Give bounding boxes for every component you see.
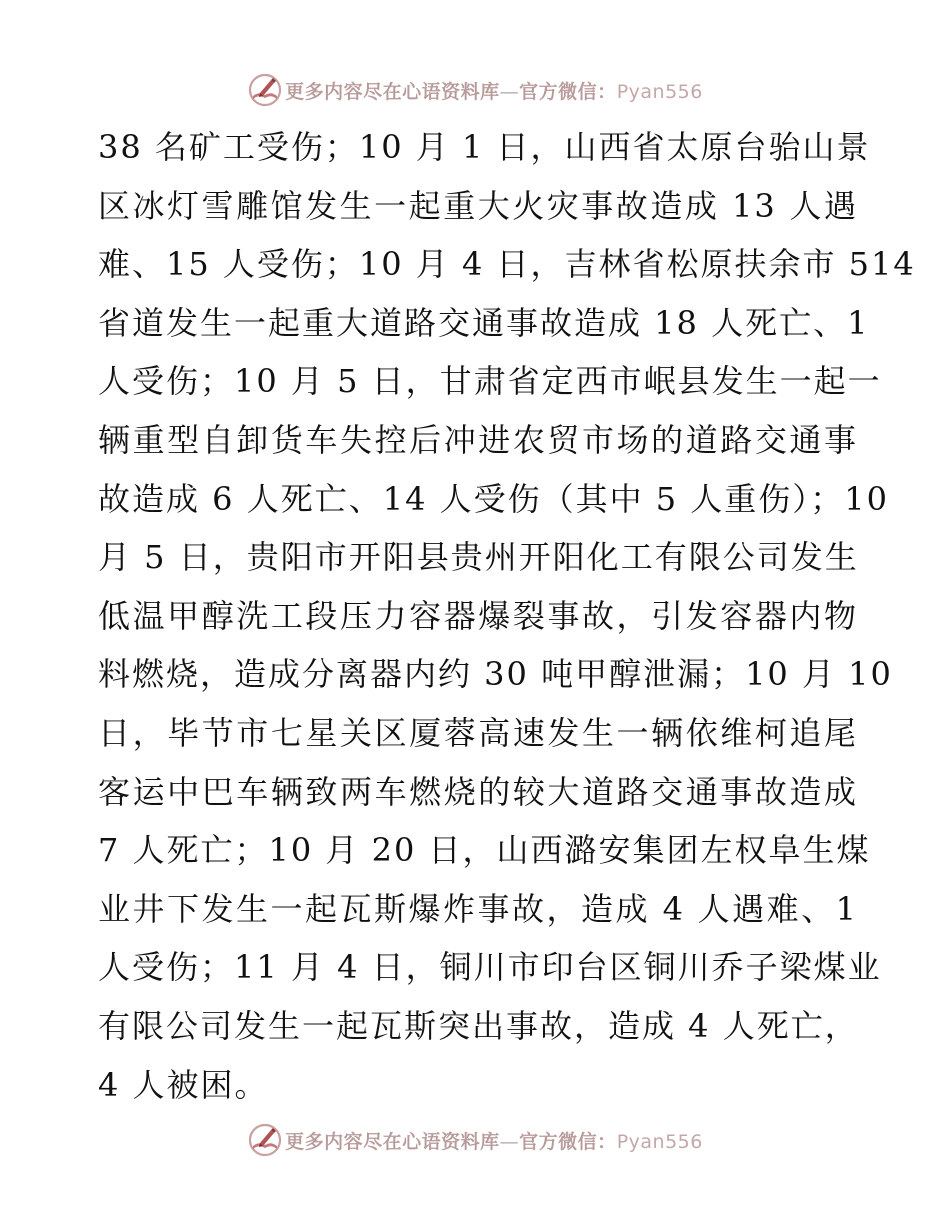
book-pen-logo-icon xyxy=(247,1122,283,1158)
header-watermark-text xyxy=(285,77,703,104)
body-line: 故造成 6 人死亡、14 人受伤（其中 5 人重伤）；10 xyxy=(98,479,890,518)
body-line: 辆重型自卸货车失控后冲进农贸市场的道路交通事 xyxy=(98,420,858,459)
header-watermark-banner xyxy=(0,70,950,110)
body-line: 省道发生一起重大道路交通事故造成 18 人死亡、1 xyxy=(98,303,870,342)
body-line: 有限公司发生一起瓦斯突出事故，造成 4 人死亡， xyxy=(98,1006,859,1045)
body-line: 人受伤；10 月 5 日，甘肃省定西市岷县发生一起一 xyxy=(98,362,882,401)
body-line: 4 人被困。 xyxy=(98,1065,269,1104)
body-line: 区冰灯雪雕馆发生一起重大火灾事故造成 13 人遇 xyxy=(98,186,858,225)
footer-watermark-text xyxy=(285,1127,703,1154)
header-dash: — xyxy=(499,80,520,103)
book-pen-logo-icon xyxy=(247,72,283,108)
body-line: 月 5 日，贵阳市开阳县贵州开阳化工有限公司发生 xyxy=(98,538,859,577)
body-line: 业井下发生一起瓦斯爆炸事故，造成 4 人遇难、1 xyxy=(98,889,858,928)
header-wechat-label: 官方微信： xyxy=(519,80,617,103)
footer-dash: — xyxy=(499,1130,520,1153)
body-line: 难、15 人受伤；10 月 4 日，吉林省松原扶余市 514 xyxy=(98,245,916,284)
footer-brand-text: 更多内容尽在心语资料库 xyxy=(285,1130,500,1153)
footer-wechat-label: 官方微信： xyxy=(519,1130,617,1153)
header-wechat-id: Pyan556 xyxy=(616,80,703,103)
body-line: 7 人死亡；10 月 20 日，山西潞安集团左权阜生煤 xyxy=(98,831,871,870)
document-body xyxy=(98,118,916,1114)
body-line: 料燃烧，造成分离器内约 30 吨甲醇泄漏；10 月 10 xyxy=(98,655,893,694)
body-line: 人受伤；11 月 4 日，铜川市印台区铜川乔子梁煤业 xyxy=(98,948,882,987)
body-line: 38 名矿工受伤；10 月 1 日，山西省太原台骀山景 xyxy=(98,128,871,166)
header-brand-text: 更多内容尽在心语资料库 xyxy=(285,80,500,103)
body-line: 客运中巴车辆致两车燃烧的较大道路交通事故造成 xyxy=(98,772,858,811)
body-line: 低温甲醇洗工段压力容器爆裂事故，引发容器内物 xyxy=(98,596,858,635)
body-line: 日，毕节市七星关区厦蓉高速发生一辆依维柯追尾 xyxy=(98,713,858,752)
footer-watermark-banner xyxy=(0,1120,950,1160)
footer-wechat-id: Pyan556 xyxy=(616,1130,703,1153)
